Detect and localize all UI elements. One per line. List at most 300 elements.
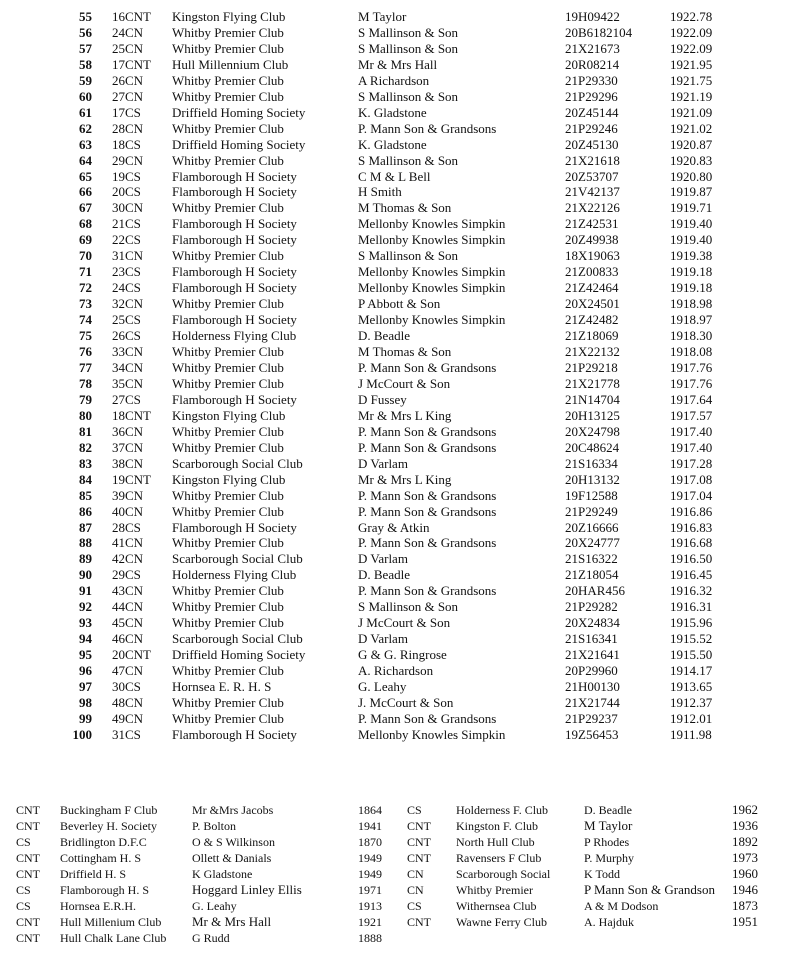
club-cell: Whitby Premier Club <box>172 24 284 40</box>
ring-number-cell: 21X21744 <box>565 694 620 710</box>
club-contact-cell: P Mann Son & Grandson <box>584 882 715 897</box>
position-cell: 68 <box>79 216 92 232</box>
result-row <box>60 89 760 105</box>
result-row <box>60 57 760 73</box>
club-year-cell: 1973 <box>732 850 758 865</box>
velocity-cell: 1916.31 <box>670 599 713 615</box>
ring-number-cell: 20C48624 <box>565 439 620 455</box>
club-name-cell: Cottingham H. S <box>60 851 142 865</box>
club-contact-cell: K Gladstone <box>192 867 253 881</box>
club-cell: Whitby Premier Club <box>172 72 284 88</box>
velocity-cell: 1918.08 <box>670 344 713 360</box>
ring-number-cell: 19F12588 <box>565 487 618 503</box>
section-code-cell: 45CN <box>112 615 144 631</box>
club-contact-cell: G Rudd <box>192 931 230 945</box>
section-code-cell: 20CNT <box>112 647 151 663</box>
ring-number-cell: 20X24798 <box>565 423 620 439</box>
owner-cell: P. Mann Son & Grandsons <box>358 583 497 599</box>
club-year-cell: 1960 <box>732 866 758 881</box>
velocity-cell: 1917.57 <box>670 407 713 423</box>
ring-number-cell: 20Z49938 <box>565 232 619 248</box>
position-cell: 58 <box>79 56 92 72</box>
club-cell: Flamborough H Society <box>172 280 297 296</box>
position-cell: 80 <box>79 407 92 423</box>
velocity-cell: 1919.40 <box>670 216 713 232</box>
club-cell: Flamborough H Society <box>172 264 297 280</box>
owner-cell: S Mallinson & Son <box>358 88 459 104</box>
velocity-cell: 1917.08 <box>670 471 713 487</box>
club-type-cell: CNT <box>16 851 40 865</box>
owner-cell: Gray & Atkin <box>358 519 430 535</box>
position-cell: 72 <box>79 280 92 296</box>
club-cell: Whitby Premier Club <box>172 40 284 56</box>
club-type-cell: CNT <box>407 915 431 929</box>
owner-cell: S Mallinson & Son <box>358 248 459 264</box>
position-cell: 99 <box>79 710 92 726</box>
ring-number-cell: 21X22132 <box>565 344 620 360</box>
club-contact-cell: A & M Dodson <box>584 899 659 913</box>
section-code-cell: 30CS <box>112 679 141 695</box>
owner-cell: Mellonby Knowles Simpkin <box>358 280 506 296</box>
ring-number-cell: 20P29960 <box>565 663 618 679</box>
position-cell: 100 <box>72 726 92 742</box>
club-cell: Whitby Premier Club <box>172 694 284 710</box>
velocity-cell: 1916.45 <box>670 567 713 583</box>
ring-number-cell: 19Z56453 <box>565 726 619 742</box>
club-type-cell: CNT <box>16 803 40 817</box>
club-contact-cell: G. Leahy <box>192 899 237 913</box>
result-row <box>60 360 760 376</box>
club-name-cell: North Hull Club <box>456 835 535 849</box>
ring-number-cell: 21X21673 <box>565 40 620 56</box>
club-year-cell: 1870 <box>358 835 382 849</box>
position-cell: 59 <box>79 72 92 88</box>
position-cell: 79 <box>79 391 92 407</box>
section-code-cell: 29CN <box>112 152 144 168</box>
club-legend-row <box>16 930 776 946</box>
club-legend-row <box>16 882 776 898</box>
result-row <box>60 711 760 727</box>
ring-number-cell: 21X22126 <box>565 200 620 216</box>
ring-number-cell: 21N14704 <box>565 391 620 407</box>
owner-cell: S Mallinson & Son <box>358 40 459 56</box>
velocity-cell: 1912.01 <box>670 710 713 726</box>
result-row <box>60 663 760 679</box>
result-row <box>60 296 760 312</box>
club-year-cell: 1873 <box>732 898 758 913</box>
position-cell: 60 <box>79 88 92 104</box>
section-code-cell: 23CS <box>112 264 141 280</box>
section-code-cell: 31CS <box>112 726 141 742</box>
result-row <box>60 520 760 536</box>
result-row <box>60 472 760 488</box>
velocity-cell: 1917.28 <box>670 455 713 471</box>
result-row <box>60 344 760 360</box>
section-code-cell: 27CN <box>112 88 144 104</box>
club-cell: Driffield Homing Society <box>172 647 306 663</box>
club-legend-row <box>16 802 776 818</box>
club-cell: Kingston Flying Club <box>172 407 286 423</box>
club-name-cell: Wawne Ferry Club <box>456 915 548 929</box>
owner-cell: J McCourt & Son <box>358 375 451 391</box>
position-cell: 97 <box>79 679 92 695</box>
ring-number-cell: 21P29246 <box>565 120 618 136</box>
owner-cell: M Thomas & Son <box>358 344 452 360</box>
club-type-cell: CNT <box>407 835 431 849</box>
velocity-cell: 1919.18 <box>670 280 713 296</box>
velocity-cell: 1916.83 <box>670 519 713 535</box>
club-cell: Flamborough H Society <box>172 168 297 184</box>
club-name-cell: Scarborough Social <box>456 867 551 881</box>
club-type-cell: CS <box>16 899 31 913</box>
club-legend-row <box>16 898 776 914</box>
section-code-cell: 32CN <box>112 296 144 312</box>
ring-number-cell: 21Z00833 <box>565 264 619 280</box>
club-name-cell: Flamborough H. S <box>60 883 150 897</box>
section-code-cell: 24CN <box>112 24 144 40</box>
position-cell: 65 <box>79 168 92 184</box>
position-cell: 56 <box>79 24 92 40</box>
ring-number-cell: 20Z53707 <box>565 168 619 184</box>
club-cell: Whitby Premier Club <box>172 503 284 519</box>
section-code-cell: 19CNT <box>112 471 151 487</box>
section-code-cell: 18CNT <box>112 407 151 423</box>
ring-number-cell: 20H13132 <box>565 471 620 487</box>
ring-number-cell: 20X24834 <box>565 615 620 631</box>
owner-cell: P. Mann Son & Grandsons <box>358 423 497 439</box>
club-cell: Whitby Premier Club <box>172 344 284 360</box>
ring-number-cell: 21V42137 <box>565 184 620 200</box>
velocity-cell: 1917.04 <box>670 487 713 503</box>
position-cell: 85 <box>79 487 92 503</box>
club-contact-cell: Mr & Mrs Hall <box>192 914 272 929</box>
velocity-cell: 1915.52 <box>670 631 713 647</box>
club-type-cell: CS <box>407 899 422 913</box>
club-year-cell: 1971 <box>358 883 382 897</box>
club-cell: Kingston Flying Club <box>172 471 286 487</box>
section-code-cell: 47CN <box>112 663 144 679</box>
owner-cell: Mellonby Knowles Simpkin <box>358 232 506 248</box>
position-cell: 69 <box>79 232 92 248</box>
owner-cell: G & G. Ringrose <box>358 647 447 663</box>
owner-cell: D Varlam <box>358 455 408 471</box>
club-year-cell: 1864 <box>358 803 382 817</box>
owner-cell: Mr & Mrs L King <box>358 407 452 423</box>
velocity-cell: 1911.98 <box>670 726 712 742</box>
velocity-cell: 1916.86 <box>670 503 713 519</box>
club-type-cell: CN <box>407 883 424 897</box>
position-cell: 98 <box>79 694 92 710</box>
club-cell: Whitby Premier Club <box>172 599 284 615</box>
club-name-cell: Whitby Premier <box>456 883 533 897</box>
result-row <box>60 695 760 711</box>
result-row <box>60 376 760 392</box>
club-cell: Flamborough H Society <box>172 391 297 407</box>
owner-cell: G. Leahy <box>358 679 407 695</box>
velocity-cell: 1913.65 <box>670 679 713 695</box>
club-cell: Whitby Premier Club <box>172 120 284 136</box>
result-row <box>60 727 760 743</box>
velocity-cell: 1921.75 <box>670 72 713 88</box>
velocity-cell: 1919.18 <box>670 264 713 280</box>
owner-cell: D Varlam <box>358 631 408 647</box>
owner-cell: C M & L Bell <box>358 168 431 184</box>
section-code-cell: 28CS <box>112 519 141 535</box>
position-cell: 64 <box>79 152 92 168</box>
position-cell: 95 <box>79 647 92 663</box>
velocity-cell: 1916.68 <box>670 535 713 551</box>
club-cell: Whitby Premier Club <box>172 487 284 503</box>
club-name-cell: Hornsea E.R.H. <box>60 899 136 913</box>
position-cell: 92 <box>79 599 92 615</box>
position-cell: 76 <box>79 344 92 360</box>
position-cell: 93 <box>79 615 92 631</box>
result-row <box>60 328 760 344</box>
club-contact-cell: Hoggard Linley Ellis <box>192 882 302 897</box>
owner-cell: P. Mann Son & Grandsons <box>358 710 497 726</box>
owner-cell: M Taylor <box>358 9 407 24</box>
position-cell: 74 <box>79 312 92 328</box>
velocity-cell: 1921.19 <box>670 88 713 104</box>
owner-cell: P Abbott & Son <box>358 296 441 312</box>
club-type-cell: CNT <box>407 851 431 865</box>
ring-number-cell: 21P29296 <box>565 88 618 104</box>
velocity-cell: 1917.76 <box>670 375 713 391</box>
club-contact-cell: K Todd <box>584 867 620 881</box>
velocity-cell: 1919.40 <box>670 232 713 248</box>
result-row <box>60 280 760 296</box>
section-code-cell: 16CNT <box>112 9 151 24</box>
section-code-cell: 18CS <box>112 136 141 152</box>
position-cell: 90 <box>79 567 92 583</box>
section-code-cell: 25CS <box>112 312 141 328</box>
club-name-cell: Beverley H. Society <box>60 819 157 833</box>
club-cell: Scarborough Social Club <box>172 455 303 471</box>
club-cell: Scarborough Social Club <box>172 551 303 567</box>
owner-cell: M Thomas & Son <box>358 200 452 216</box>
owner-cell: D Varlam <box>358 551 408 567</box>
club-cell: Flamborough H Society <box>172 184 297 200</box>
club-cell: Flamborough H Society <box>172 726 297 742</box>
owner-cell: S Mallinson & Son <box>358 24 459 40</box>
position-cell: 55 <box>79 9 92 24</box>
club-name-cell: Kingston F. Club <box>456 819 539 833</box>
club-year-cell: 1936 <box>732 818 758 833</box>
velocity-cell: 1921.95 <box>670 56 713 72</box>
club-contact-cell: P. Murphy <box>584 851 635 865</box>
result-row <box>60 424 760 440</box>
position-cell: 67 <box>79 200 92 216</box>
ring-number-cell: 21P29218 <box>565 359 618 375</box>
club-type-cell: CNT <box>16 915 40 929</box>
club-legend-row <box>16 914 776 930</box>
ring-number-cell: 20X24777 <box>565 535 620 551</box>
club-cell: Whitby Premier Club <box>172 248 284 264</box>
club-legend <box>16 802 776 946</box>
ring-number-cell: 21P29237 <box>565 710 618 726</box>
section-code-cell: 26CN <box>112 72 144 88</box>
position-cell: 84 <box>79 471 92 487</box>
ring-number-cell: 20H13125 <box>565 407 620 423</box>
club-type-cell: CNT <box>16 867 40 881</box>
ring-number-cell: 21Z42464 <box>565 280 619 296</box>
owner-cell: P. Mann Son & Grandsons <box>358 439 497 455</box>
result-row <box>60 631 760 647</box>
section-code-cell: 22CS <box>112 232 141 248</box>
ring-number-cell: 21X21778 <box>565 375 620 391</box>
result-row <box>60 264 760 280</box>
result-row <box>60 456 760 472</box>
owner-cell: D. Beadle <box>358 567 410 583</box>
club-name-cell: Hull Millenium Club <box>60 915 162 929</box>
ring-number-cell: 21Z42531 <box>565 216 619 232</box>
section-code-cell: 27CS <box>112 391 141 407</box>
club-legend-row <box>16 834 776 850</box>
position-cell: 62 <box>79 120 92 136</box>
club-year-cell: 1949 <box>358 867 382 881</box>
position-cell: 66 <box>79 184 92 200</box>
position-cell: 71 <box>79 264 92 280</box>
club-cell: Hull Millennium Club <box>172 56 289 72</box>
owner-cell: S Mallinson & Son <box>358 599 459 615</box>
position-cell: 77 <box>79 359 92 375</box>
result-row <box>60 153 760 169</box>
position-cell: 57 <box>79 40 92 56</box>
section-code-cell: 48CN <box>112 694 144 710</box>
velocity-cell: 1920.80 <box>670 168 713 184</box>
result-row <box>60 73 760 89</box>
club-cell: Flamborough H Society <box>172 232 297 248</box>
club-year-cell: 1951 <box>732 914 758 929</box>
owner-cell: K. Gladstone <box>358 136 427 152</box>
velocity-cell: 1915.50 <box>670 647 713 663</box>
result-row <box>60 137 760 153</box>
owner-cell: J McCourt & Son <box>358 615 451 631</box>
position-cell: 96 <box>79 663 92 679</box>
velocity-cell: 1922.09 <box>670 24 713 40</box>
club-contact-cell: M Taylor <box>584 818 633 833</box>
ring-number-cell: 20Z45144 <box>565 104 619 120</box>
ring-number-cell: 21S16341 <box>565 631 618 647</box>
results-table <box>60 9 760 743</box>
position-cell: 78 <box>79 375 92 391</box>
section-code-cell: 49CN <box>112 710 144 726</box>
result-row <box>60 551 760 567</box>
ring-number-cell: 21S16334 <box>565 455 618 471</box>
owner-cell: Mr & Mrs Hall <box>358 56 438 72</box>
section-code-cell: 44CN <box>112 599 144 615</box>
velocity-cell: 1912.37 <box>670 694 713 710</box>
position-cell: 88 <box>79 535 92 551</box>
ring-number-cell: 20Z16666 <box>565 519 619 535</box>
position-cell: 91 <box>79 583 92 599</box>
section-code-cell: 30CN <box>112 200 144 216</box>
position-cell: 73 <box>79 296 92 312</box>
owner-cell: Mellonby Knowles Simpkin <box>358 726 506 742</box>
result-row <box>60 248 760 264</box>
velocity-cell: 1916.50 <box>670 551 713 567</box>
section-code-cell: 21CS <box>112 216 141 232</box>
ring-number-cell: 19H09422 <box>565 9 620 24</box>
owner-cell: S Mallinson & Son <box>358 152 459 168</box>
ring-number-cell: 21Z42482 <box>565 312 619 328</box>
ring-number-cell: 21P29249 <box>565 503 618 519</box>
ring-number-cell: 20R08214 <box>565 56 620 72</box>
section-code-cell: 36CN <box>112 423 144 439</box>
velocity-cell: 1921.02 <box>670 120 713 136</box>
result-row <box>60 9 760 25</box>
section-code-cell: 28CN <box>112 120 144 136</box>
club-cell: Whitby Premier Club <box>172 375 284 391</box>
velocity-cell: 1922.09 <box>670 40 713 56</box>
owner-cell: K. Gladstone <box>358 104 427 120</box>
result-row <box>60 647 760 663</box>
section-code-cell: 37CN <box>112 439 144 455</box>
result-row <box>60 599 760 615</box>
club-name-cell: Ravensers F Club <box>456 851 542 865</box>
owner-cell: Mellonby Knowles Simpkin <box>358 312 506 328</box>
velocity-cell: 1917.40 <box>670 439 713 455</box>
club-cell: Flamborough H Society <box>172 312 297 328</box>
club-cell: Holderness Flying Club <box>172 567 297 583</box>
club-contact-cell: P. Bolton <box>192 819 237 833</box>
club-name-cell: Hull Chalk Lane Club <box>60 931 167 945</box>
ring-number-cell: 20HAR456 <box>565 583 625 599</box>
owner-cell: D Fussey <box>358 391 407 407</box>
result-row <box>60 408 760 424</box>
position-cell: 63 <box>79 136 92 152</box>
owner-cell: D. Beadle <box>358 328 410 344</box>
velocity-cell: 1921.09 <box>670 104 713 120</box>
club-contact-cell: A. Hajduk <box>584 915 634 929</box>
club-year-cell: 1913 <box>358 899 382 913</box>
section-code-cell: 46CN <box>112 631 144 647</box>
ring-number-cell: 21Z18054 <box>565 567 619 583</box>
club-cell: Whitby Premier Club <box>172 200 284 216</box>
club-cell: Whitby Premier Club <box>172 359 284 375</box>
result-row <box>60 232 760 248</box>
section-code-cell: 17CNT <box>112 56 151 72</box>
club-legend-row <box>16 866 776 882</box>
section-code-cell: 31CN <box>112 248 144 264</box>
velocity-cell: 1922.78 <box>670 9 713 24</box>
ring-number-cell: 21X21618 <box>565 152 620 168</box>
position-cell: 81 <box>79 423 92 439</box>
club-legend-row <box>16 850 776 866</box>
ring-number-cell: 21P29282 <box>565 599 618 615</box>
ring-number-cell: 21S16322 <box>565 551 618 567</box>
result-row <box>60 169 760 185</box>
position-cell: 86 <box>79 503 92 519</box>
position-cell: 87 <box>79 519 92 535</box>
club-year-cell: 1962 <box>732 802 758 817</box>
result-row <box>60 488 760 504</box>
club-cell: Kingston Flying Club <box>172 9 286 24</box>
club-name-cell: Driffield H. S <box>60 867 127 881</box>
result-row <box>60 216 760 232</box>
section-code-cell: 26CS <box>112 328 141 344</box>
velocity-cell: 1914.17 <box>670 663 713 679</box>
club-cell: Whitby Premier Club <box>172 152 284 168</box>
ring-number-cell: 20X24501 <box>565 296 620 312</box>
club-year-cell: 1949 <box>358 851 382 865</box>
position-cell: 75 <box>79 328 92 344</box>
velocity-cell: 1918.98 <box>670 296 713 312</box>
owner-cell: P. Mann Son & Grandsons <box>358 359 497 375</box>
club-contact-cell: Mr &Mrs Jacobs <box>192 803 274 817</box>
club-cell: Whitby Premier Club <box>172 439 284 455</box>
club-type-cell: CNT <box>16 931 40 945</box>
